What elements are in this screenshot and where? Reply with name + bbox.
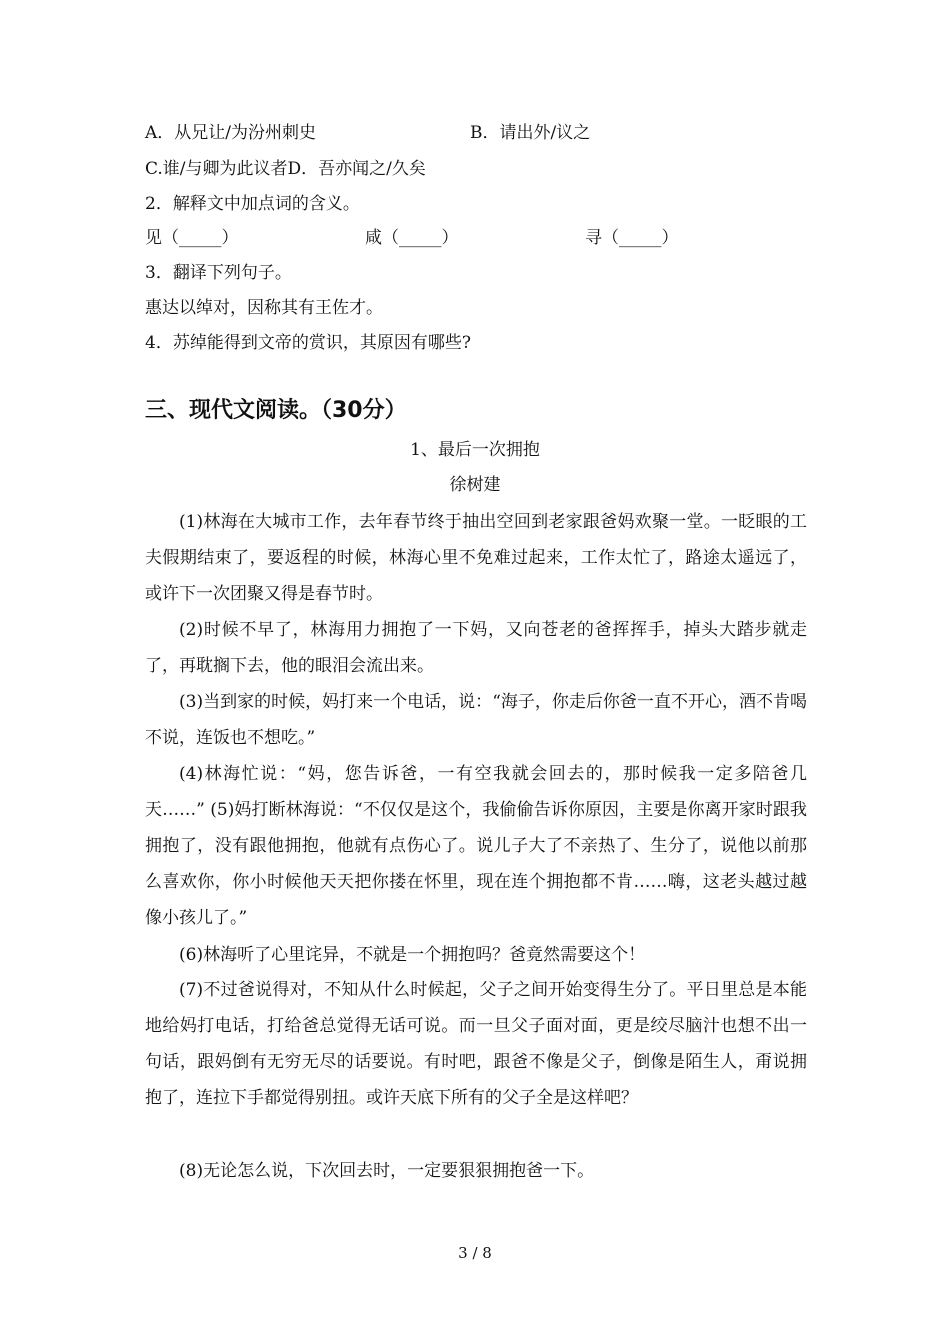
fill-blank-1: 见（_____） bbox=[145, 228, 239, 248]
question-4: 4．苏绰能得到文帝的赏识，其原因有哪些? bbox=[145, 333, 471, 353]
fill-blank-3: 寻（_____） bbox=[585, 228, 679, 248]
fill-blank-2: 咸（_____） bbox=[365, 228, 459, 248]
paragraph-7: (7)不过爸说得对，不知从什么时候起，父子之间开始变得生分了。平日里总是本能地给妈打电话，打给爸总觉得无话可说。而一旦父子面对面，更是绞尽脑汁也想不出一句话，跟妈倒有无穷无尽的话要说。有时吧，跟爸不像是父子，倒像是陌生人，甭说拥抱了，连拉下手都觉得别扭。或许天底下所有的父子全是这样吧？ bbox=[145, 980, 807, 1108]
question-2: 2．解释文中加点词的含义。 bbox=[145, 194, 360, 214]
paragraph-1: (1)林海在大城市工作，去年春节终于抽出空回到老家跟爸妈欢聚一堂。一眨眼的工夫假期结束了，要返程的时候，林海心里不免难过起来，工作太忙了，路途太遥远了，或许下一次团聚又得是春节时。 bbox=[145, 512, 807, 604]
option-b: B．请出外/议之 bbox=[470, 123, 591, 143]
question-3: 3．翻译下列句子。 bbox=[145, 263, 292, 283]
option-a: A．从兄让/为汾州刺史 bbox=[145, 123, 317, 143]
option-c-d: C.谁/与卿为此议者D．吾亦闻之/久矣 bbox=[145, 159, 426, 179]
paragraph-3: (3)当到家的时候，妈打来一个电话，说：“海子，你走后你爸一直不开心，酒不肯喝不说，连饭也不想吃。” bbox=[145, 692, 807, 748]
question-3-sentence: 惠达以绰对，因称其有王佐才。 bbox=[145, 298, 383, 318]
paragraph-6: (6)林海听了心里诧异，不就是一个拥抱吗？爸竟然需要这个！ bbox=[179, 945, 646, 965]
section-heading: 三、现代文阅读。（30分） bbox=[145, 398, 407, 423]
paragraph-4-5: (4)林海忙说：“妈，您告诉爸，一有空我就会回去的，那时候我一定多陪爸几天……” (5)妈打断林海说：“不仅仅是这个，我偷偷告诉你原因，主要是你离开家时跟我拥抱了，没有跟他拥抱，他就有点伤心了。说儿子大了不亲热了、生分了，说他以前那么喜欢你，你小时候他天天把你搂在怀里，现在连个拥抱都不肯……嗨，这老头越过越像小孩儿了。” bbox=[145, 764, 807, 928]
paragraph-8: (8)无论怎么说，下次回去时，一定要狠狠拥抱爸一下。 bbox=[179, 1161, 595, 1181]
paragraph-2: (2)时候不早了，林海用力拥抱了一下妈，又向苍老的爸挥挥手，掉头大踏步就走了，再耽搁下去，他的眼泪会流出来。 bbox=[145, 620, 807, 676]
article-title: 1、最后一次拥抱 bbox=[410, 440, 540, 460]
page-number: 3 / 8 bbox=[458, 1244, 492, 1262]
article-author: 徐树建 bbox=[449, 475, 501, 495]
